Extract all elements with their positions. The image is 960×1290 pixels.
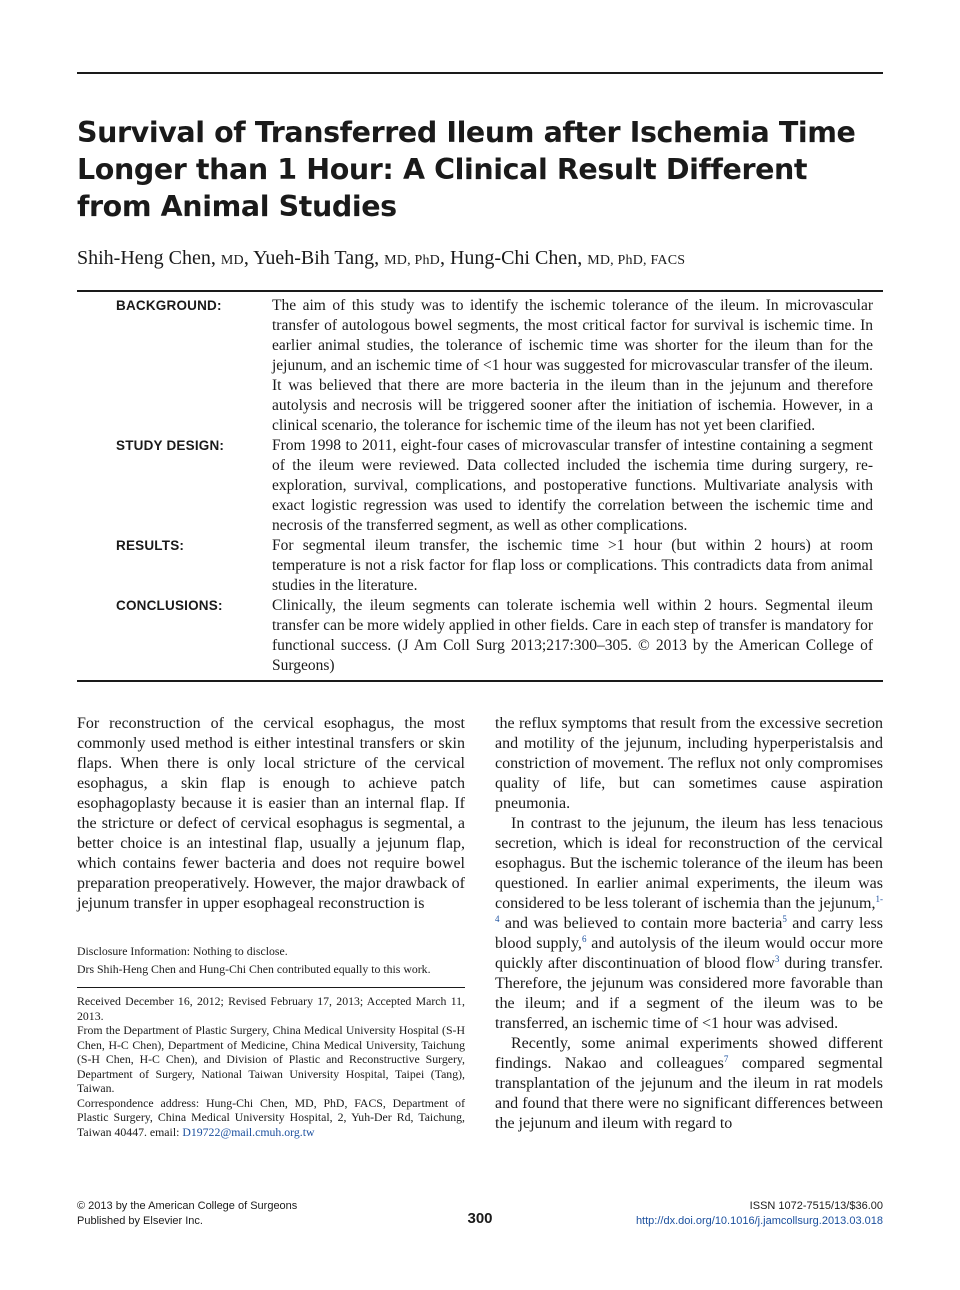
received-note: Received December 16, 2012; Revised February 17, 2013; Accepted March 11, 2013.: [77, 994, 465, 1023]
article-title: Survival of Transferred Ileum after Ischemia Time Longer than 1 Hour: A Clinical Result Different from Animal Studies: [77, 116, 856, 223]
author-list: Shih-Heng Chen, MD, Yueh-Bih Tang, MD, PhD, Hung-Chi Chen, MD, PhD, FACS: [77, 247, 686, 269]
footer-copyright: © 2013 by the American College of Surgeons: [77, 1200, 298, 1212]
citation-link[interactable]: 6: [581, 934, 587, 944]
author-name: Yueh-Bih Tang: [253, 247, 375, 269]
body-column-right: [495, 714, 883, 1134]
disclosure-note: Disclosure Information: Nothing to disclose.: [77, 944, 288, 958]
citation-link[interactable]: 5: [782, 914, 787, 924]
abstract-top-rule: [77, 290, 883, 292]
affiliation-note: From the Department of Plastic Surgery, China Medical University Hospital (S-H Chen, H-C Chen), Department of Medicine, China Medical University, Taichung (S-H Chen, H-C Chen), and Division of Plastic and Reconstructive Surgery, Department of Surgery, National Taiwan University Hospital, Taipei (Tang), Taiwan.: [77, 1023, 465, 1095]
footnote-separator: [77, 987, 465, 988]
abstract-section-text: From 1998 to 2011, eight-four cases of microvascular transfer of intestine containing a segment of the ileum were reviewed. Data collected included the ischemia time during surgery, re-exploration, survival, complications, and postoperative functions. Multivariate analysis with exact logistic regression was used to identify the correlation between the ischemic time and necrosis of the transferred segment, as well as other complications.: [272, 437, 873, 534]
body-paragraph: [495, 1034, 883, 1134]
abstract-section-text: For segmental ileum transfer, the ischemic time >1 hour (but within 2 hours) at room temperature is not a risk factor for flap loss or complications. This contradicts data from animal studies in the literature.: [272, 537, 873, 594]
contribution-note: Drs Shih-Heng Chen and Hung-Chi Chen contributed equally to this work.: [77, 961, 431, 976]
author-degrees: MD, PhD, FACS: [587, 253, 686, 268]
top-rule: [77, 72, 883, 74]
footnotes: [77, 944, 465, 1139]
doi-link[interactable]: http://dx.doi.org/10.1016/j.jamcollsurg.2013.03.018: [635, 1215, 883, 1227]
abstract-section-text: Clinically, the ileum segments can tolerate ischemia well within 2 hours. Segmental ileum transfer can be more widely applied in other fields. Care in each step of transfer is mandatory for functional success. (J Am Coll Surg 2013;217:300–305. © 2013 by the American College of Surgeons): [272, 597, 873, 674]
abstract-conclusions: [77, 596, 883, 676]
abstract-section-label: CONCLUSIONS:: [116, 598, 223, 613]
paragraph-text: In contrast to the jejunum, the ileum has less tenacious secretion, which is ideal for reconstruction of the cervical esophagus. But the ischemic tolerance of the ileum has been questioned. In earlier animal experiments, the ileum was considered to be less tolerant of ischemia than the jejunum,: [495, 815, 883, 912]
page-number: 300: [467, 1210, 493, 1227]
paragraph-text: and autolysis of the ileum would occur more quickly after discontinuation of blood flow: [495, 935, 883, 972]
footer-right: [636, 1199, 883, 1229]
footer-issn: ISSN 1072-7515/13/$36.00: [749, 1200, 883, 1212]
abstract-section-text: The aim of this study was to identify the ischemic tolerance of the ileum. In microvascular transfer of autologous bowel segments, the most critical factor for survival is ischemic time. In earlier animal studies, the tolerance of ischemic time was shorter for the ileum than for the jejunum, and an ischemic time of <1 hour was suggested for microvascular transfer of the ileum. It was believed that there are more bacteria in the ileum than in the jejunum and therefore autolysis and necrosis will be triggered sooner after the initiation of ischemia. However, in a clinical scenario, the tolerance for ischemic time of the ileum has not yet been clarified.: [272, 297, 873, 434]
author-name: Hung-Chi Chen: [449, 247, 578, 269]
author-degrees: MD, PhD: [384, 253, 440, 268]
abstract-bottom-rule: [77, 680, 883, 682]
email-link[interactable]: D19722@mail.cmuh.org.tw: [182, 1124, 315, 1139]
abstract-section-label: BACKGROUND:: [116, 298, 222, 313]
body-paragraph: the reflux symptoms that result from the excessive secretion and motility of the jejunum, including hyperperistalsis and constriction of movement. The reflux not only compromises quality of life, but can sometimes cause aspiration pneumonia.: [495, 715, 883, 812]
abstract-study-design: [77, 436, 883, 536]
author-name: Shih-Heng Chen: [77, 247, 211, 269]
correspondence-note: [77, 1096, 465, 1140]
body-paragraph: [495, 814, 883, 1034]
body-column-left: [77, 714, 465, 914]
body-paragraph: For reconstruction of the cervical esophagus, the most commonly used method is either intestinal transfers or skin flaps. When there is only local stricture of the cervical esophagus, a skin flap is enough to achieve patch esophagoplasty because it is easier than an internal flap. If the stricture or defect of cervical esophagus is segmental, a better choice is an intestinal flap, usually a jejunum flap, which contains fewer bacteria and does not require bowel preparation preoperatively. However, the major drawback of jejunum transfer in upper esophageal reconstruction is: [77, 715, 465, 912]
paragraph-text: Recently, some animal experiments showed different findings. Nakao and colleagues: [495, 1035, 883, 1072]
paragraph-text: and was believed to contain more bacteria: [499, 915, 783, 932]
abstract-section-label: STUDY DESIGN:: [116, 438, 225, 453]
paragraph-text: during transfer. Therefore, the jejunum was considered more favorable than the ileum; and if a segment of the ileum was to be transferred, an ischemic time of <1 hour was advised.: [495, 955, 884, 1032]
author-degrees: MD: [220, 253, 244, 268]
paragraph-text: and carry less blood supply,: [495, 915, 883, 952]
footer-left: [77, 1199, 297, 1229]
correspondence-text: Correspondence address: Hung-Chi Chen, MD, PhD, FACS, Department of Plastic Surgery, China Medical University Hospital, 2, Yuh-Der Rd, Taichung, Taiwan 40447. email:: [77, 1095, 465, 1139]
abstract: [77, 296, 883, 676]
abstract-results: [77, 536, 883, 596]
footer-publisher: Published by Elsevier Inc.: [77, 1215, 203, 1227]
abstract-section-label: RESULTS:: [116, 538, 185, 553]
citation-link[interactable]: 1-4: [495, 894, 883, 924]
abstract-background: [77, 296, 883, 436]
citation-link[interactable]: 3: [774, 954, 780, 964]
paragraph-text: compared segmental transplantation of the jejunum and the ileum in rat models and found that there were no significant differences between the jejunum and ileum with regard to: [495, 1055, 883, 1132]
citation-link[interactable]: 7: [723, 1054, 729, 1064]
